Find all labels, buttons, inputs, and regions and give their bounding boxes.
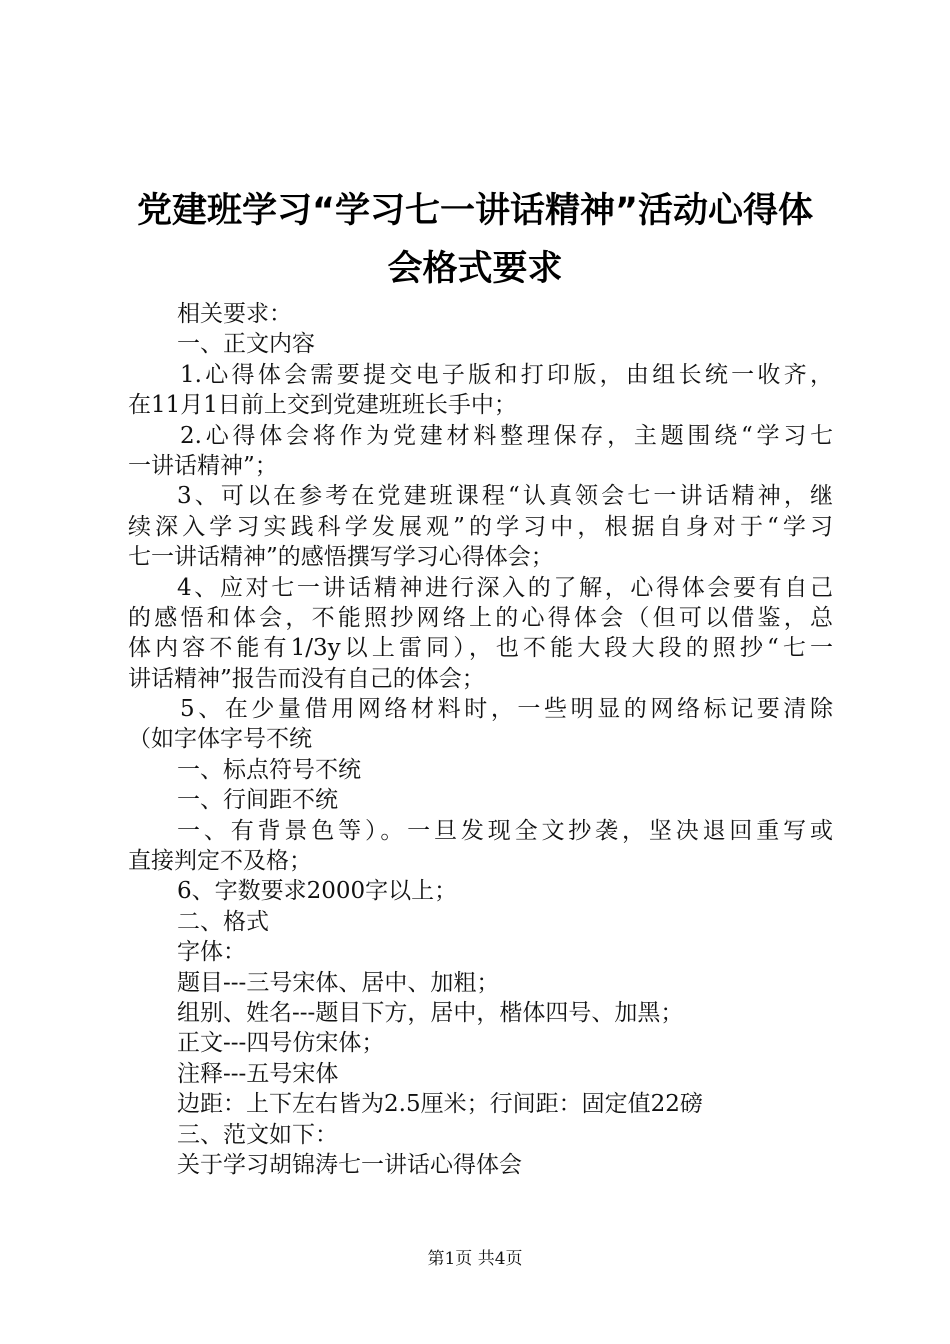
body-line: 一、正文内容 [177, 331, 315, 358]
page-footer: 第1页 共4页 [427, 1249, 523, 1269]
body-line: 字体： [177, 939, 246, 966]
body-line: 正文---四号仿宋体； [177, 1030, 385, 1057]
body-line: 1.心得体会需要提交电子版和打印版，由组长统一收齐， [180, 361, 833, 388]
body-line: 一讲话精神”； [128, 452, 278, 479]
body-line: 一、行间距不统 [177, 787, 338, 814]
body-line: 二、格式 [177, 908, 269, 935]
body-line: 在11月1日前上交到党建班班长手中； [128, 392, 517, 419]
body-line: 3、可以在参考在党建班课程“认真领会七一讲话精神，继 [177, 483, 833, 510]
body-line: 6、字数要求2000字以上； [177, 878, 458, 905]
body-line: 续深入学习实践科学发展观”的学习中，根据自身对于“学习 [128, 513, 833, 540]
body-line: 七一讲话精神”的感悟撰写学习心得体会； [128, 544, 554, 571]
body-line: 边距：上下左右皆为2.5厘米；行间距：固定值22磅 [177, 1091, 703, 1118]
body-line: 的感悟和体会，不能照抄网络上的心得体会（但可以借鉴，总 [128, 604, 833, 631]
body-line: 一、有背景色等）。一旦发现全文抄袭，坚决退回重写或 [177, 817, 833, 844]
body-line: 三、范文如下： [177, 1121, 338, 1148]
body-line: 相关要求： [177, 301, 292, 327]
document-body [128, 299, 833, 1180]
body-line: 关于学习胡锦涛七一讲话心得体会 [177, 1151, 522, 1178]
body-line: 4、应对七一讲话精神进行深入的了解，心得体会要有自己 [177, 574, 833, 601]
document-title-line-1: 党建班学习“学习七一讲话精神”活动心得体 [136, 191, 813, 231]
body-line: 题目---三号宋体、居中、加粗； [177, 969, 500, 996]
body-line: （如字体字号不统 [128, 726, 312, 753]
body-line: 组别、姓名---题目下方，居中，楷体四号、加黑； [177, 999, 684, 1026]
body-line: 直接判定不及格； [128, 848, 312, 875]
document-title-line-2: 会格式要求 [387, 249, 563, 289]
body-line: 注释---五号宋体 [177, 1060, 339, 1087]
body-line: 讲话精神”报告而没有自己的体会； [128, 665, 485, 692]
body-line: 2.心得体会将作为党建材料整理保存，主题围绕“学习七 [180, 422, 833, 449]
body-line: 体内容不能有1/3y以上雷同），也不能大段大段的照抄“七一 [128, 635, 833, 662]
body-line: 一、标点符号不统 [177, 756, 361, 783]
body-line: 5、在少量借用网络材料时，一些明显的网络标记要清除 [180, 696, 833, 723]
